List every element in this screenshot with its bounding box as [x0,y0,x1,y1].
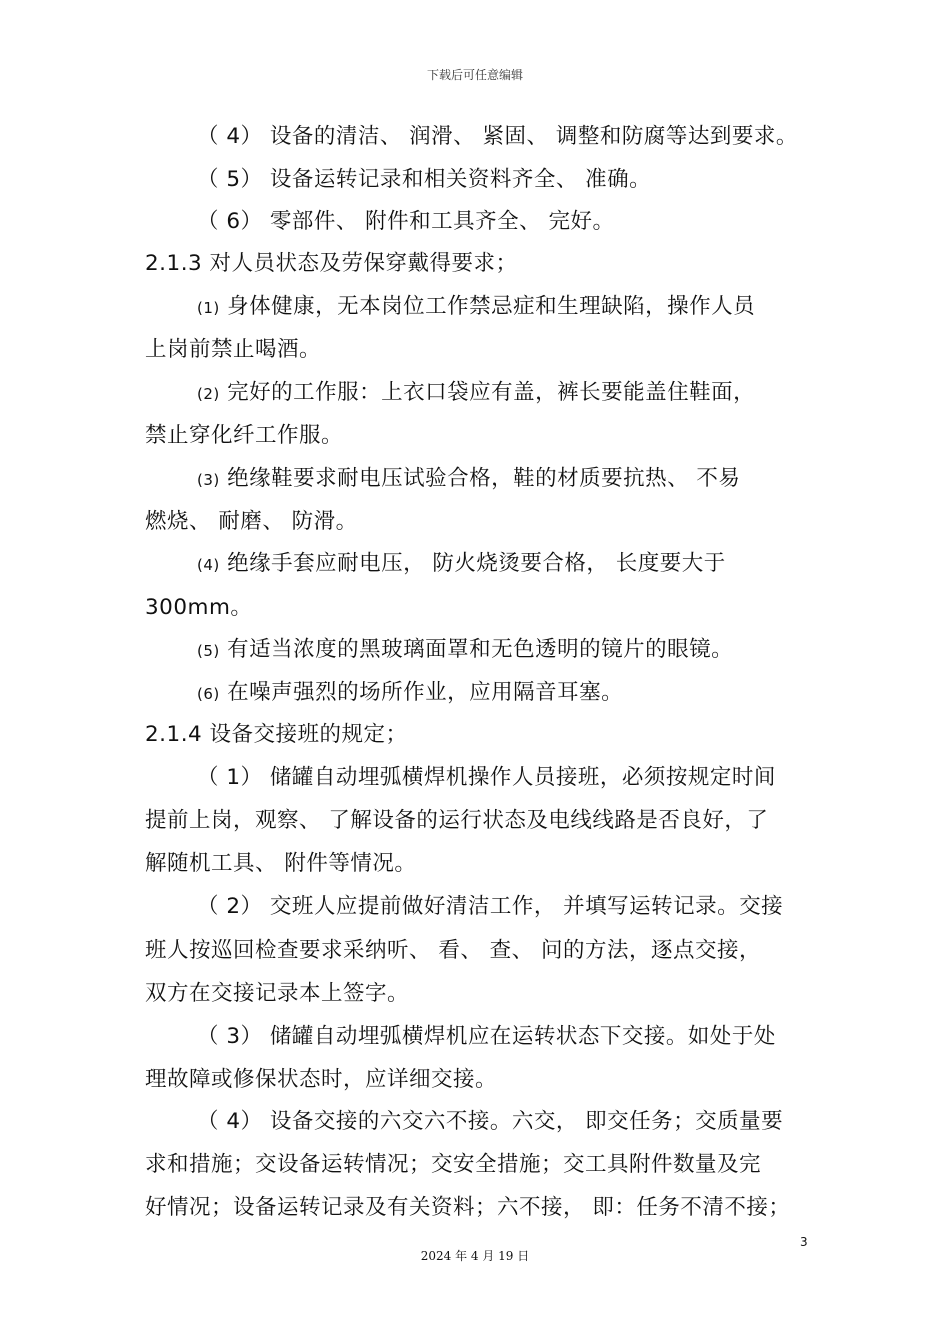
paragraph-line: （ 6） 零部件、 附件和工具齐全、 完好。 [197,209,615,234]
paragraph-line: 求和措施；交设备运转情况；交安全措施；交工具附件数量及完 [145,1152,762,1177]
paragraph-line: 禁止穿化纤工作服。 [145,423,344,448]
paragraph-line: 好情况；设备运转记录及有关资料；六不接， 即：任务不清不接； [145,1195,791,1220]
paragraph-line: 班人按巡回检查要求采纳听、 看、 查、 问的方法，逐点交接， [145,938,762,963]
page-number: 3 [800,1235,808,1249]
paragraph-line: 理故障或修保状态时，应详细交接。 [145,1067,498,1092]
paragraph-line: (1) 身体健康，无本岗位工作禁忌症和生理缺陷，操作人员 [197,294,756,319]
paragraph-line: 提前上岗，观察、 了解设备的运行状态及电线线路是否良好，了 [145,808,769,833]
paragraph-line: (3) 绝缘鞋要求耐电压试验合格，鞋的材质要抗热、 不易 [197,466,741,491]
paragraph-line: 解随机工具、 附件等情况。 [145,851,417,876]
section-heading: 2.1.4 设备交接班的规定； [145,722,408,747]
page-header: 下载后可任意编辑 [426,68,523,82]
paragraph-line: （ 4） 设备的清洁、 润滑、 紧固、 调整和防腐等达到要求。 [197,124,798,149]
paragraph-line: (5) 有适当浓度的黑玻璃面罩和无色透明的镜片的眼镜。 [197,637,734,662]
paragraph-line: 燃烧、 耐磨、 防滑。 [145,509,358,534]
paragraph-line: (6) 在噪声强烈的场所作业，应用隔音耳塞。 [197,680,624,705]
paragraph-line: （ 4） 设备交接的六交六不接。六交， 即交任务；交质量要 [197,1109,784,1134]
paragraph-line: 上岗前禁止喝酒。 [145,337,322,362]
paragraph-line: （ 3） 储罐自动埋弧横焊机应在运转状态下交接。如处于处 [197,1024,776,1049]
page-footer-date: 2024 年 4 月 19 日 [420,1249,530,1263]
paragraph-line: 300mm。 [145,595,253,620]
paragraph-line: (4) 绝缘手套应耐电压， 防火烧烫要合格， 长度要大于 [197,551,726,576]
paragraph-line: (2) 完好的工作服：上衣口袋应有盖，裤长要能盖住鞋面， [197,380,756,405]
paragraph-line: （ 2） 交班人应提前做好清洁工作， 并填写运转记录。交接 [197,894,784,919]
section-heading: 2.1.3 对人员状态及劳保穿戴得要求； [145,251,518,276]
paragraph-line: （ 5） 设备运转记录和相关资料齐全、 准确。 [197,167,652,192]
paragraph-line: （ 1） 储罐自动埋弧横焊机操作人员接班，必须按规定时间 [197,765,776,790]
paragraph-line: 双方在交接记录本上签字。 [145,981,410,1006]
